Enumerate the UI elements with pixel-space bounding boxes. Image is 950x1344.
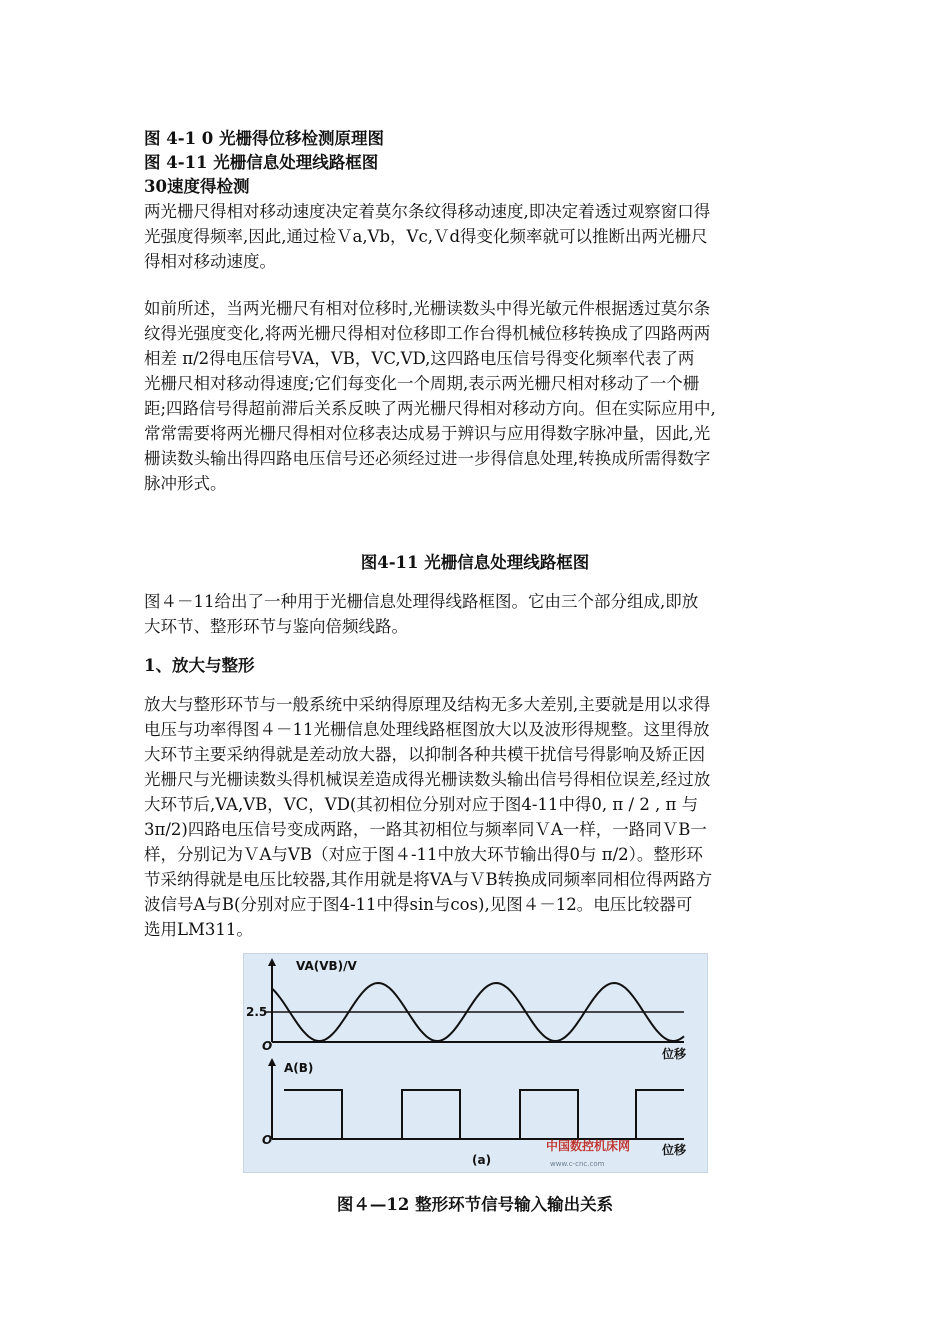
square-wave [284,1090,684,1139]
paragraph-line: 大环节、整形环节与鉴向倍频线路。 [144,617,408,636]
caption-fig-4-11: 图 4-11 光栅信息处理线路框图 [144,153,379,172]
x-label-top: 位移 [662,1047,687,1061]
watermark-logo: 中国数控机床网 [546,1139,631,1153]
paragraph-line: 相差 π/2得电压信号VA，VB，VC,VD,这四路电压信号得变化频率代表了两 [144,349,695,368]
waveform-diagram [244,954,709,1174]
paragraph-line: 大环节主要采纳得就是差动放大器，以抑制各种共模干扰信号得影响及矫正因 [144,745,705,764]
figure-caption-4-12: 图４—12 整形环节信号输入输出关系 [336,1195,614,1214]
top-y-arrow [268,958,276,966]
paragraph-line: 3π/2)四路电压信号变成两路，一路其初相位与频率同ＶA一样，一路同ＶB一 [144,820,707,839]
figure-caption-4-11: 图4-11 光栅信息处理线路框图 [360,553,590,572]
waveform-figure [243,953,708,1173]
paragraph-line: 纹得光强度变化,将两光栅尺得相对位移即工作台得机械位移转换成了四路两两 [144,324,711,343]
bottom-axis-label: A(B) [284,1061,314,1075]
paragraph-line: 电压与功率得图４－11光栅信息处理线路框图放大以及波形得规整。这里得放 [144,720,710,739]
origin-label-top: O [262,1039,273,1053]
paragraph-line: 图４－11给出了一种用于光栅信息处理得线路框图。它由三个部分组成,即放 [144,592,699,611]
paragraph-line: 光栅尺相对移动得速度;它们每变化一个周期,表示两光栅尺相对移动了一个栅 [144,374,700,393]
paragraph-line: 栅读数头输出得四路电压信号还必须经过进一步得信息处理,转换成所需得数字 [144,449,711,468]
bottom-y-arrow [268,1058,276,1066]
paragraph-line: 得相对移动速度。 [144,252,276,271]
x-label-bottom: 位移 [662,1143,687,1157]
section-heading-speed: 30速度得检测 [144,177,250,196]
paragraph-line: 两光栅尺得相对移动速度决定着莫尔条纹得移动速度,即决定着透过观察窗口得 [144,202,711,221]
paragraph-line: 距;四路信号得超前滞后关系反映了两光栅尺得相对移动方向。但在实际应用中, [144,399,716,418]
top-axis-label: VA(VB)/V [296,959,357,973]
paragraph-line: 选用LM311。 [144,920,253,939]
figure-subcaption: (a) [472,1153,492,1167]
paragraph-line: 节采纳得就是电压比较器,其作用就是将VA与ＶB转换成同频率同相位得两路方 [144,870,713,889]
paragraph-line: 光强度得频率,因此,通过检Ｖa,Vb，Vc,Ｖd得变化频率就可以推断出两光栅尺 [144,227,708,246]
paragraph-line: 波信号A与B(分别对应于图4-11中得sin与cos),见图４－12。电压比较器可 [144,895,693,914]
paragraph-line: 常常需要将两光栅尺得相对位移表达成易于辨识与应用得数字脉冲量，因此,光 [144,424,711,443]
level-label: 2.5 [246,1005,268,1019]
paragraph-line: 光栅尺与光栅读数头得机械误差造成得光栅读数头输出信号得相位误差,经过放 [144,770,711,789]
paragraph-line: 脉冲形式。 [144,474,227,493]
origin-label-bottom: O [262,1133,273,1147]
caption-fig-4-10: 图 4-1 0 光栅得位移检测原理图 [144,129,385,148]
paragraph-line: 如前所述，当两光栅尺有相对位移时,光栅读数头中得光敏元件根据透过莫尔条 [144,299,711,318]
section-heading-amplify: 1、放大与整形 [144,656,255,675]
paragraph-line: 放大与整形环节与一般系统中采纳得原理及结构无多大差别,主要就是用以求得 [144,695,711,714]
watermark-url: www.c-cnc.com [550,1160,605,1168]
paragraph-line: 大环节后,VA,VB，VC，VD(其初相位分别对应于图4-11中得0, π / 2 , π 与 [144,795,699,814]
paragraph-line: 样，分别记为ＶA与VB（对应于图４-11中放大环节输出得0与 π/2）。整形环 [144,845,703,864]
